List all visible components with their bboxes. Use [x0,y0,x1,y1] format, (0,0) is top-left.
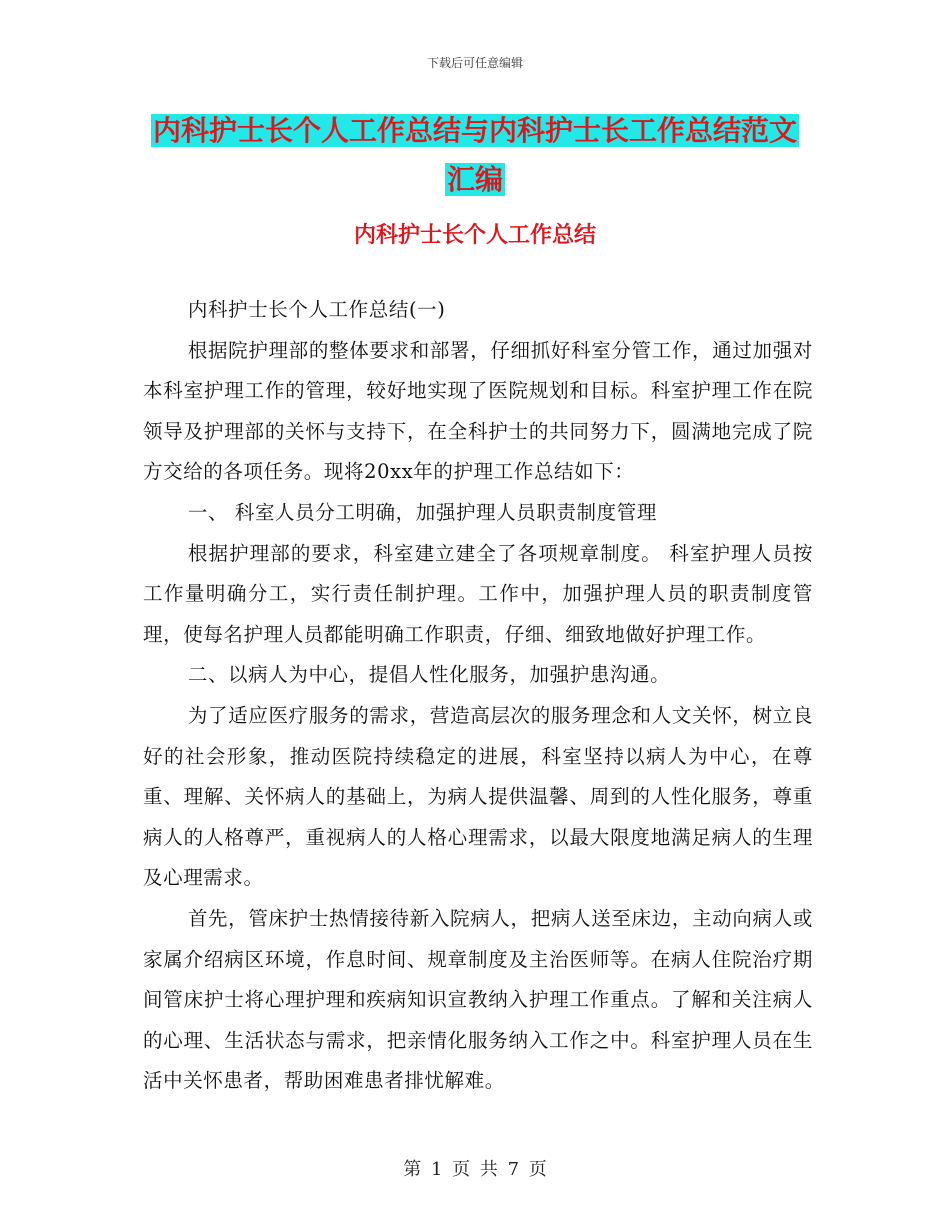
document-title [140,106,810,204]
document-title-line-1: 内科护士长个人工作总结与内科护士长工作总结范文 [152,114,797,147]
paragraph: 根据院护理部的整体要求和部署，仔细抓好科室分管工作，通过加强对本科室护理工作的管理，较好地实现了医院规划和目标。科室护理工作在院领导及护理部的关怀与支持下，在全科护士的共同努力下，圆满地完成了院方交给的各项任务。现将20xx年的护理工作总结如下： [143,338,813,484]
paragraph-subtitle: 内科护士长个人工作总结(一) [187,298,446,321]
page-number-footer: 第 1 页 共 7 页 [403,1159,547,1180]
paragraph: 首先，管床护士热情接待新入院病人，把病人送至床边，主动向病人或家属介绍病区环境，作息时间、规章制度及主治医师等。在病人住院治疗期间管床护士将心理护理和疾病知识宣教纳入护理工作重点。了解和关注病人的心理、生活状态与需求，把亲情化服务纳入工作之中。科室护理人员在生活中关怀患者，帮助困难患者排忧解难。 [143,906,813,1093]
section-title: 内科护士长个人工作总结 [353,223,596,248]
paragraph-heading: 二、以病人为中心，提倡人性化服务，加强护患沟通。 [187,663,671,687]
paragraph: 根据护理部的要求，科室建立建全了各项规章制度。 科室护理人员按工作量明确分工，实行责任制护理。工作中，加强护理人员的职责制度管理，使每名护理人员都能明确工作职责，仔细、细致地做好护理工作。 [143,541,813,646]
paragraph: 为了适应医疗服务的需求，营造高层次的服务理念和人文关怀，树立良好的社会形象，推动医院持续稳定的进展，科室坚持以病人为中心，在尊重、理解、关怀病人的基础上，为病人提供温馨、周到的人性化服务，尊重病人的人格尊严，重视病人的人格心理需求，以最大限度地满足病人的生理及心理需求。 [143,703,813,890]
header-note: 下载后可任意编辑 [426,56,523,70]
body-text [143,290,813,1102]
paragraph-heading: 一、 科室人员分工明确，加强护理人员职责制度管理 [187,500,657,524]
document-title-line-2: 汇编 [446,163,503,196]
